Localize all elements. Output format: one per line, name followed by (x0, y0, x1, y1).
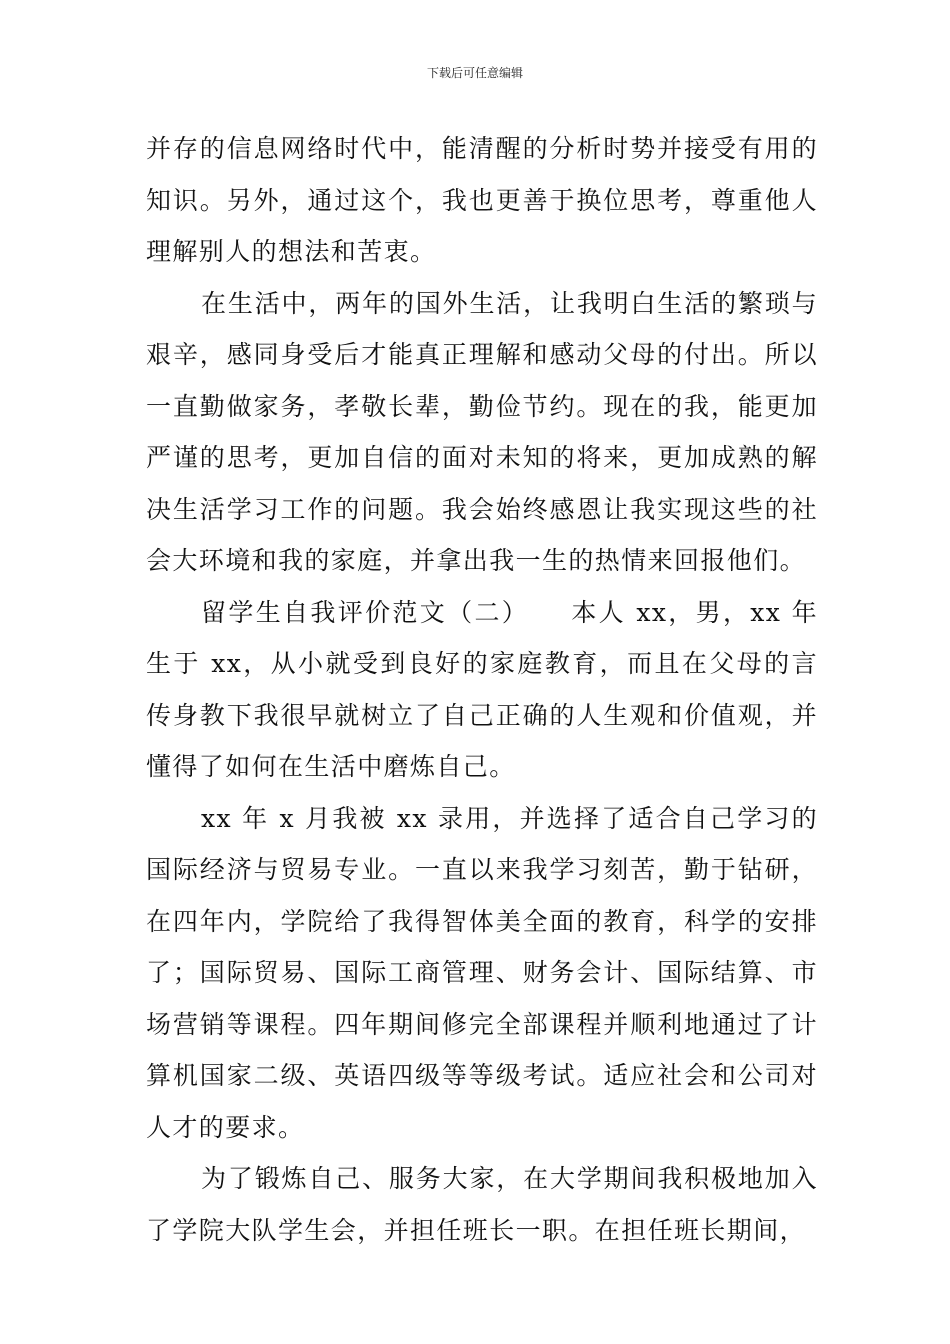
paragraph: 并存的信息网络时代中，能清醒的分析时势并接受有用的知识。另外，通过这个，我也更善于换位思考，尊重他人理解别人的想法和苦衷。 (146, 134, 818, 266)
paragraph: xx 年 x 月我被 xx 录用，并选择了适合自己学习的国际经济与贸易专业。一直以来我学习刻苦，勤于钻研，在四年内，学院给了我得智体美全面的教育，科学的安排了；国际贸易、国际工商管理、财务会计、国际结算、市场营销等课程。四年期间修完全部课程并顺利地通过了计算机国家二级、英语四级等等级考试。适应社会和公司对人才的要求。 (146, 803, 818, 1142)
page-header: 下载后可任意编辑 (426, 66, 523, 80)
paragraph: 在生活中，两年的国外生活，让我明白生活的繁琐与艰辛，感同身受后才能真正理解和感动父母的付出。所以一直勤做家务，孝敬长辈，勤俭节约。现在的我，能更加严谨的思考，更加自信的面对未知的将来，更加成熟的解决生活学习工作的问题。我会始终感恩让我实现这些的社会大环境和我的家庭，并拿出我一生的热情来回报他们。 (146, 288, 818, 575)
paragraph: 为了锻炼自己、服务大家，在大学期间我积极地加入了学院大队学生会，并担任班长一职。在担任班长期间， (146, 1164, 818, 1245)
document-body (146, 123, 818, 1256)
paragraph: 留学生自我评价范文（二） 本人 xx，男，xx 年生于 xx，从小就受到良好的家庭教育，而且在父母的言传身教下我很早就树立了自己正确的人生观和价值观，并懂得了如何在生活中磨炼自己。 (146, 597, 818, 781)
